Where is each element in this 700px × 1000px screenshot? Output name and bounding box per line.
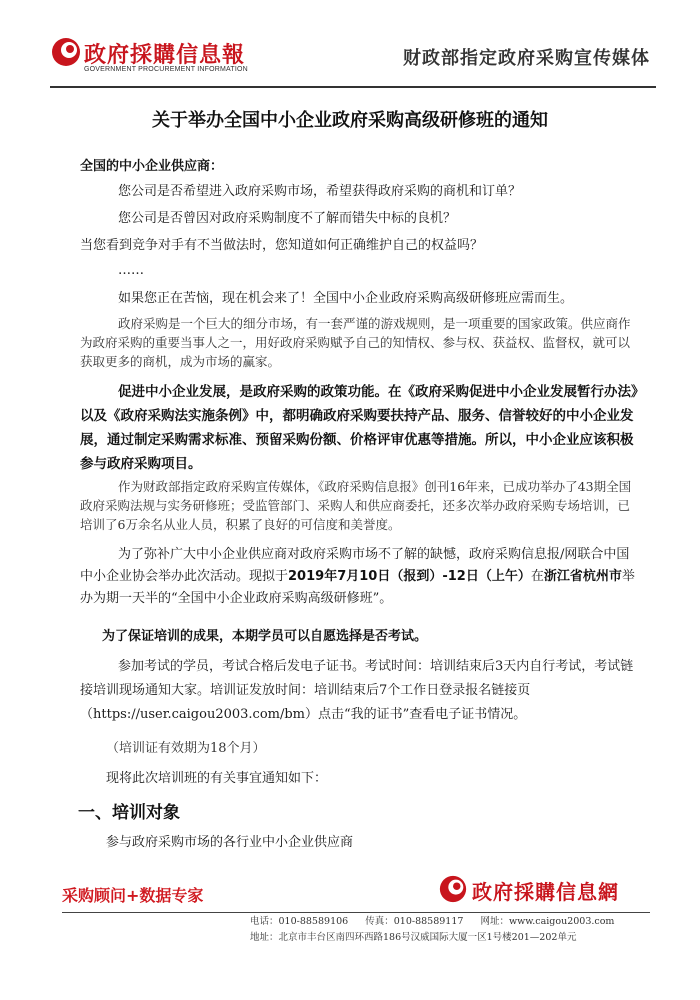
footer-phone: 电话：010-88589106 [250, 916, 349, 927]
paragraph-opportunity: 如果您正在苦恼，现在机会来了！全国中小企业政府采购高级研修班应需而生。 [118, 291, 574, 306]
page-title: 关于举办全国中小企业政府采购高级研修班的通知 [152, 110, 548, 131]
event-date: 2019年7月10日（报到）-12日（上午） [288, 569, 531, 584]
page-header [50, 30, 660, 86]
paragraph-policy: 促进中小企业发展，是政府采购的政策功能。在《政府采购促进中小企业发展暂行办法》以及《政府采购法实施条例》中，都明确政府采购要扶持产品、服务、信誉较好的中小企业发展，通过制定采购需求标准、预留采购份额、价格评审优惠等措施。所以，中小企业应该积极参与政府采购项目。 [80, 384, 638, 472]
header-slogan: 财政部指定政府采购宣传媒体 [403, 48, 650, 69]
question-1: 您公司是否希望进入政府采购市场，希望获得政府采购的商机和订单？ [118, 184, 522, 199]
paragraph-event [80, 544, 640, 610]
paragraph-exam-choice: 为了保证培训的成果，本期学员可以自愿选择是否考试。 [102, 629, 428, 644]
paragraph-exam-details: 参加考试的学员，考试合格后发电子证书。考试时间：培训结束后3天内自行考试，考试链接培训现场通知大家。培训证发放时间：培训结束后7个工作日登录报名链接页（https://user.caigou2003.com/bm）点击“我的证书”查看电子证书情况。 [80, 659, 634, 722]
event-description: 举办为期一天半的“全国中小企业政府采购高级研修班”。 [80, 569, 635, 606]
footer-website-logo [438, 872, 638, 908]
logo-english: GOVERNMENT PROCUREMENT INFORMATION [84, 66, 248, 73]
footer-contact-info [250, 914, 630, 946]
event-location: 浙江省杭州市 [543, 569, 622, 584]
footer-address: 地址：北京市丰台区南四环西路186号汉威国际大厦一区1号楼201—202单元 [250, 932, 577, 943]
paragraph-notice-intro: 现将此次培训班的有关事宜通知如下： [106, 771, 328, 786]
paragraph-about-newspaper: 作为财政部指定政府采购宣传媒体，《政府采购信息报》创刊16年来，已成功举办了43期全国政府采购法规与实务研修班；受监管部门、采购人和供应商委托，还多次举办政府采购专场培训，已培训了6万余名从业人员，积累了良好的可信度和美誉度。 [80, 479, 632, 532]
logo-mark-icon [50, 36, 82, 68]
footer-logo-mark-icon [438, 874, 468, 904]
question-2: 您公司是否曾因对政府采购制度不了解而错失中标的良机？ [118, 211, 457, 226]
footer-tagline: 采购顾问+数据专家 [62, 886, 204, 905]
logo-name: 政府採購信息報 [84, 43, 246, 68]
event-intro: 为了弥补广大中小企业供应商对政府采购市场不了解的缺憾，政府采购信息报/网联合中国中小企业协会举办此次活动。现拟于 [80, 547, 630, 584]
footer-contact-row [250, 914, 630, 930]
paragraph-market: 政府采购是一个巨大的细分市场，有一套严谨的游戏规则，是一项重要的国家政策。供应商作为政府采购的重要当事人之一，用好政府采购赋予自己的知情权、参与权、获益权、监督权，就可以获取更多的商机，成为市场的赢家。 [80, 316, 631, 369]
section-body-training-target: 参与政府采购市场的各行业中小企业供应商 [106, 835, 354, 850]
footer-fax: 传真：010-88589117 [365, 916, 464, 927]
section-heading-training-target: 一、培训对象 [78, 803, 180, 823]
newspaper-logo [50, 36, 310, 82]
event-at: 在 [530, 569, 544, 584]
question-ellipsis: …… [118, 263, 144, 278]
footer-logo-name: 政府採購信息網 [472, 880, 619, 904]
header-divider [50, 86, 656, 88]
question-3: 当您看到竞争对手有不当做法时，您知道如何正确维护自己的权益吗？ [80, 238, 484, 253]
paragraph-certificate-validity: （培训证有效期为18个月） [106, 741, 266, 756]
salutation: 全国的中小企业供应商： [80, 159, 224, 174]
footer-divider [62, 912, 650, 913]
footer-website[interactable]: 网址：www.caigou2003.com [480, 916, 615, 927]
